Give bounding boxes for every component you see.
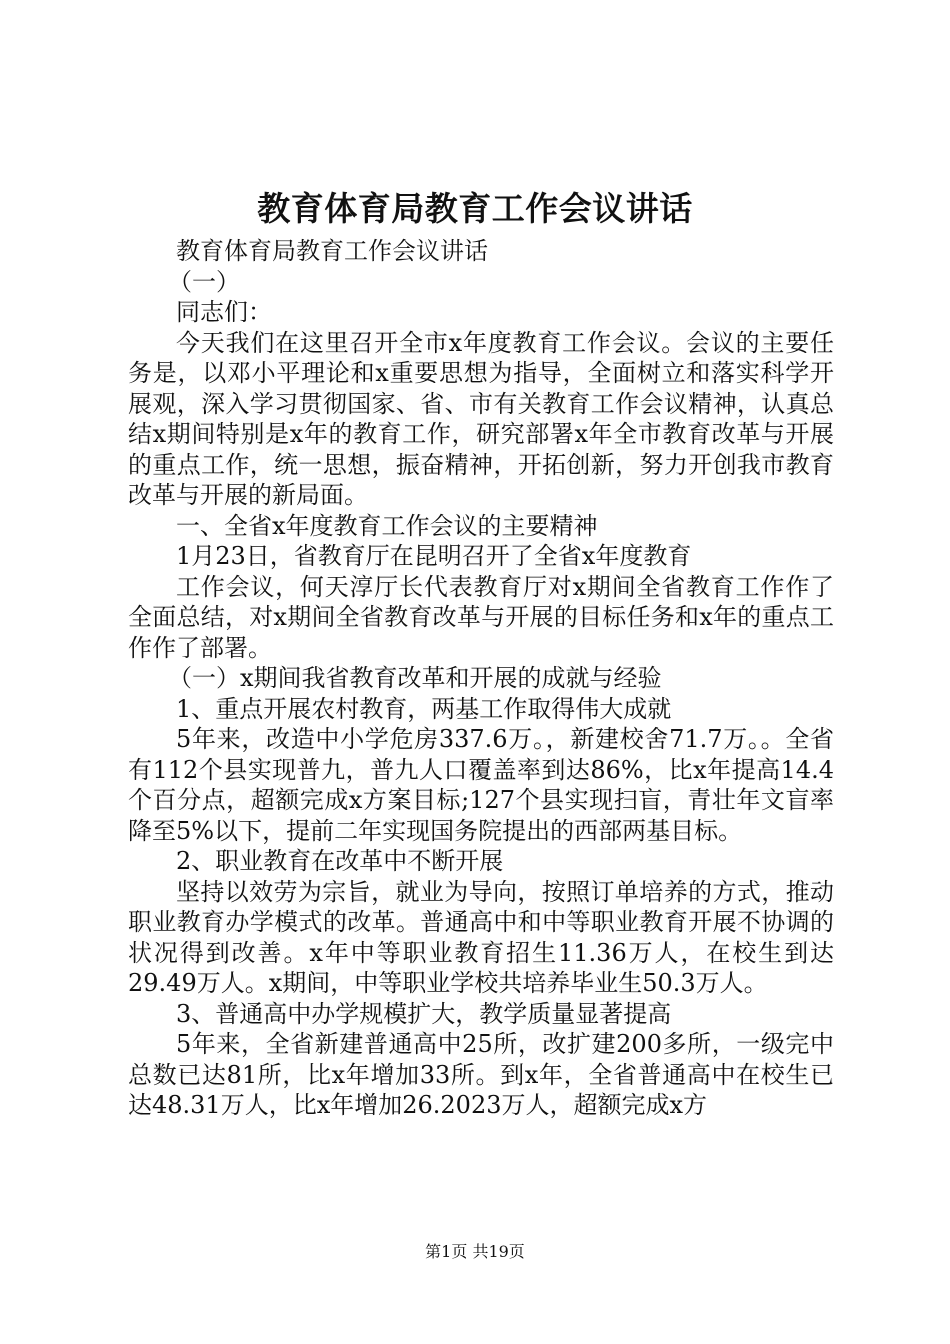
section-marker: （一） bbox=[168, 267, 240, 296]
document-title: 教育体育局教育工作会议讲话 bbox=[257, 189, 693, 228]
salutation: 同志们： bbox=[176, 298, 272, 326]
page-number: 第1页 共19页 bbox=[425, 1242, 525, 1261]
body-paragraph: 坚持以效劳为宗旨，就业为导向，按照订单培养的方式，推动职业教育办学模式的改革。普通高中和中等职业教育开展不协调的状况得到改善。x年中等职业教育招生11.36万人，在校生到达29.49万人。x期间，中等职业学校共培养毕业生50.3万人。 bbox=[128, 877, 834, 997]
body-paragraph: 5年来，改造中小学危房337.6万。，新建校舍71.7万。。全省有112个县实现普九，普九人口覆盖率到达86%，比x年提高14.4个百分点，超额完成x方案目标;127个县实现扫盲，青壮年文盲率降至5%以下，提前二年实现国务院提出的西部两基目标。 bbox=[128, 725, 834, 845]
subtitle-line: 教育体育局教育工作会议讲话 bbox=[176, 237, 488, 265]
section-heading: 一、全省x年度教育工作会议的主要精神 bbox=[176, 511, 598, 540]
item-heading: 3、普通高中办学规模扩大，教学质量显著提高 bbox=[176, 999, 672, 1028]
item-heading: 2、职业教育在改革中不断开展 bbox=[176, 847, 504, 875]
body-paragraph: 工作会议，何天淳厅长代表教育厅对x期间全省教育工作作了全面总结，对x期间全省教育改革与开展的目标任务和x年的重点工作作了部署。 bbox=[128, 572, 834, 662]
body-paragraph: 1月23日，省教育厅在昆明召开了全省x年度教育 bbox=[176, 542, 692, 570]
subsection-heading: （一）x期间我省教育改革和开展的成就与经验 bbox=[168, 664, 662, 692]
body-paragraph: 今天我们在这里召开全市x年度教育工作会议。会议的主要任务是，以邓小平理论和x重要思想为指导，全面树立和落实科学开展观，深入学习贯彻国家、省、市有关教育工作会议精神，认真总结x期间特别是x年的教育工作，研究部署x年全市教育改革与开展的重点工作，统一思想，振奋精神，开拓创新，努力开创我市教育改革与开展的新局面。 bbox=[128, 328, 834, 509]
document-body bbox=[128, 236, 834, 1121]
item-heading: 1、重点开展农村教育，两基工作取得伟大成就 bbox=[176, 694, 672, 723]
body-paragraph: 5年来，全省新建普通高中25所，改扩建200多所，一级完中总数已达81所，比x年增加33所。到x年，全省普通高中在校生已达48.31万人，比x年增加26.2023万人，超额完成x方 bbox=[128, 1030, 834, 1119]
